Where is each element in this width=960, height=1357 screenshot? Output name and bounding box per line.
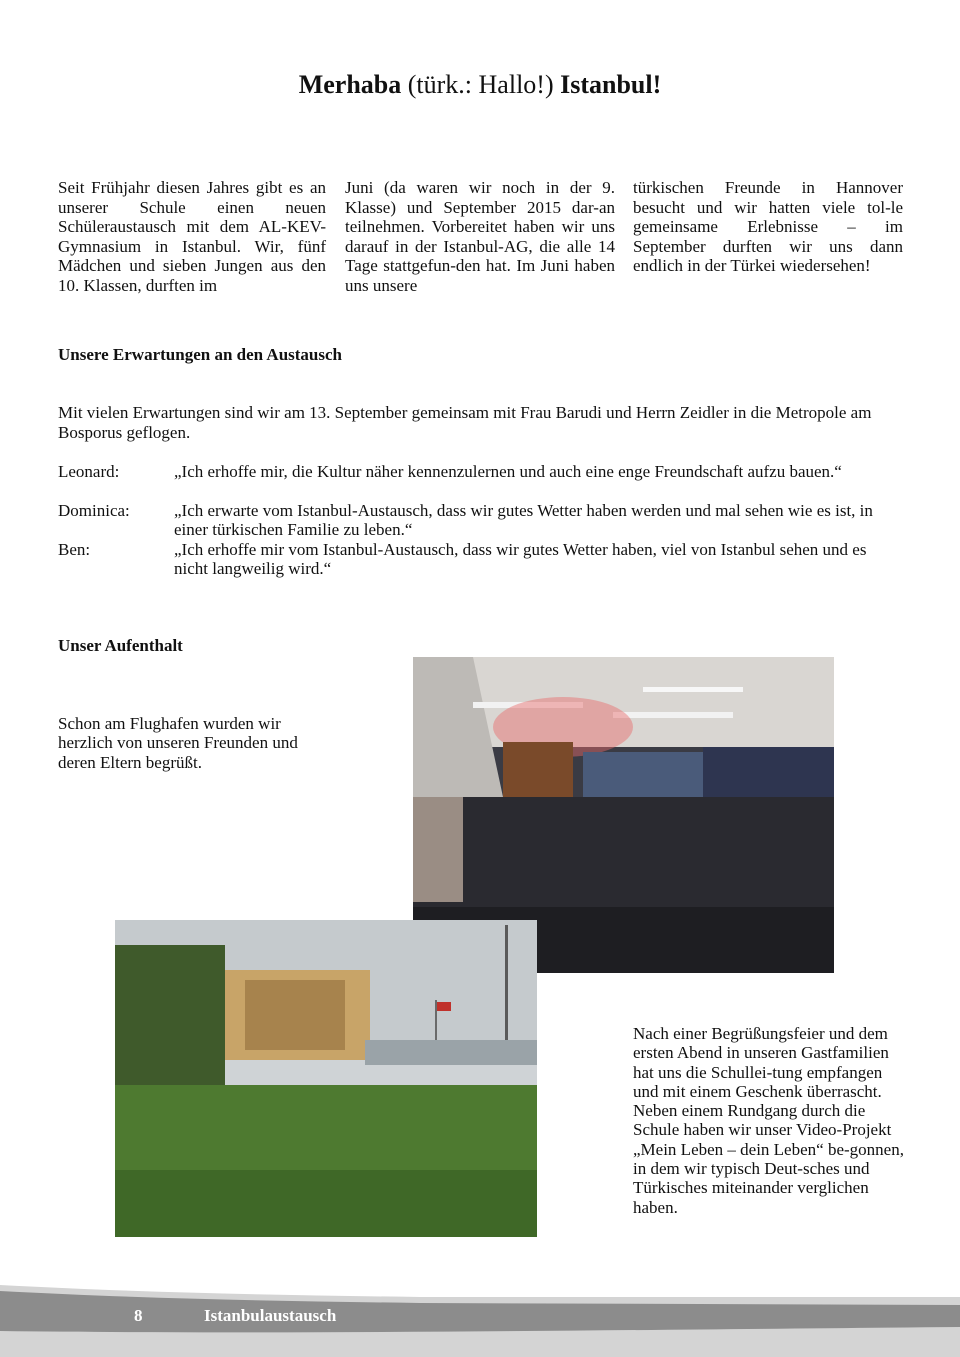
quote-speaker: Dominica: [58, 501, 130, 520]
page-number: 8 [134, 1306, 143, 1325]
page-title: Merhaba (türk.: Hallo!) Istanbul! [298, 70, 662, 99]
intro-column-1: Seit Frühjahr diesen Jahres gibt es an unserer Schule einen neuen Schüleraustausch mit dem AL-KEV-Gymnasium in Istanbul. Wir, fünf Mädchen und sieben Jungen aus den 10. Klassen, durften im [58, 178, 326, 295]
school-paragraph: Nach einer Begrüßungsfeier und dem ersten Abend in unseren Gastfamilien hat uns die Schullei-tung empfangen und mit einem Geschenk überrascht. Neben einem Rundgang durch die Schule haben wir unser Video-Projekt „Mein Leben – dein Leben“ be-gonnen, in dem wir typisch Deut-sches und Türkisches miteinander verglichen haben. [633, 1024, 904, 1217]
airport-paragraph: Schon am Flughafen wurden wir herzlich von unseren Freunden und deren Eltern begrüßt. [58, 714, 298, 772]
footer-section-title: Istanbulaustausch [204, 1306, 337, 1325]
footer-band [0, 1285, 960, 1357]
quote-text: „Ich erhoffe mir vom Istanbul-Austausch, dass wir gutes Wetter haben, viel von Istanbul sehen und es nicht langweilig wird.“ [174, 540, 867, 578]
quote-text: „Ich erhoffe mir, die Kultur näher kennenzulernen und auch eine enge Freundschaft aufzu bauen.“ [174, 462, 842, 481]
quote-speaker: Leonard: [58, 462, 120, 481]
intro-column-3: türkischen Freunde in Hannover besucht und wir hatten viele tol-le gemeinsame Erlebnisse – im September durften wir uns dann endlich in der Türkei wiedersehen! [633, 178, 903, 275]
intro-column-2: Juni (da waren wir noch in der 9. Klasse) und September 2015 dar-an teilnehmen. Vorbereitet haben wir uns darauf in der Istanbul-AG, die alle 14 Tage stattgefun-den hat. Im Juni haben uns unsere [345, 178, 615, 295]
quote-speaker: Ben: [58, 540, 91, 559]
schoolyard-group-photo [115, 920, 537, 1237]
quote-text: „Ich erwarte vom Istanbul-Austausch, dass wir gutes Wetter haben werden und mal sehen wie es ist, in einer türkischen Familie zu leben.“ [174, 501, 873, 539]
stay-heading: Unser Aufenthalt [58, 636, 183, 655]
expectations-heading: Unsere Erwartungen an den Austausch [58, 345, 343, 364]
expectations-intro: Mit vielen Erwartungen sind wir am 13. September gemeinsam mit Frau Barudi und Herrn Zeidler in die Metropole am Bosporus geflogen. [58, 403, 872, 442]
